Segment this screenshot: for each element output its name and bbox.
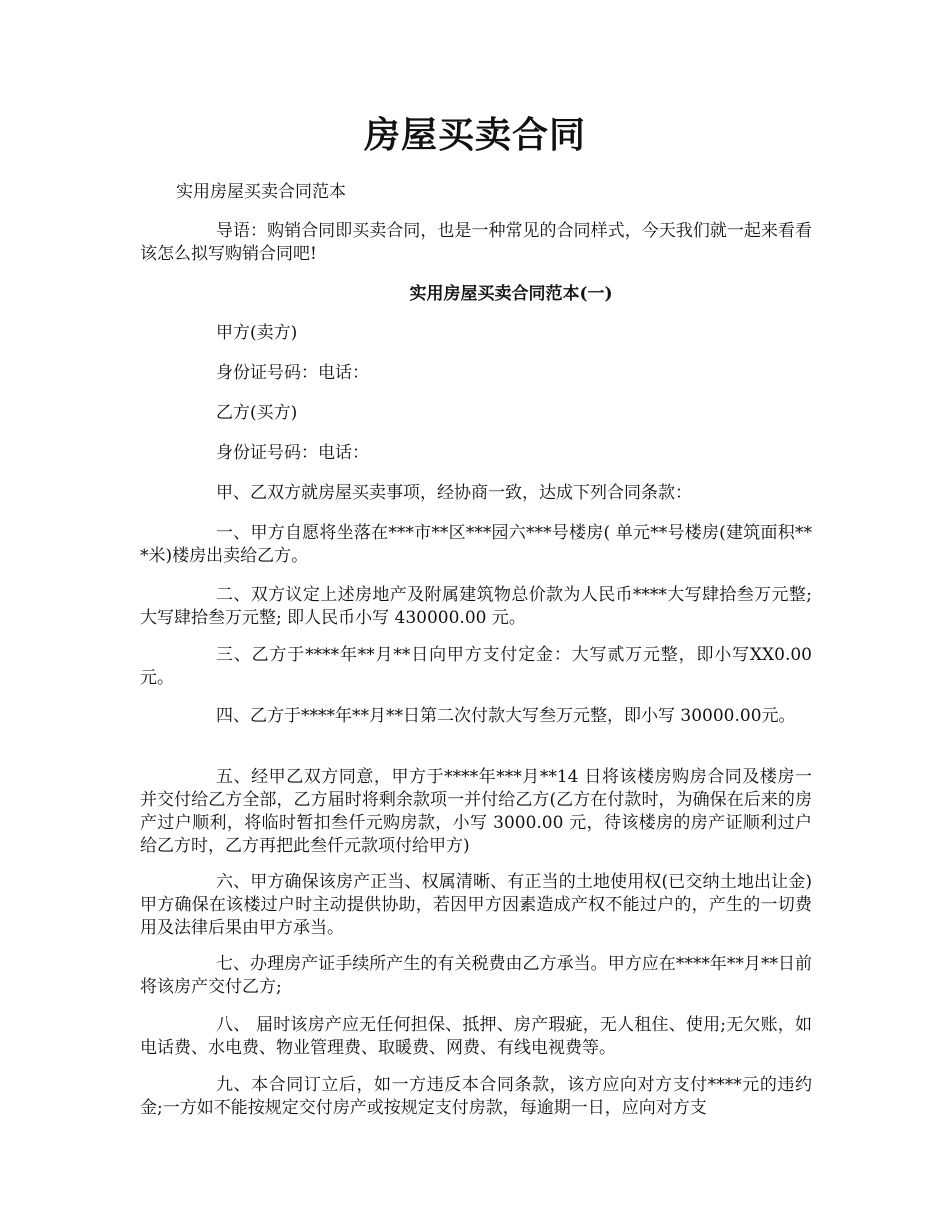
- clause-9: 九、本合同订立后，如一方违反本合同条款，该方应向对方支付****元的违约金;一方如不能按规定交付房产或按规定支付房款，每逾期一日，应向对方支: [140, 1075, 812, 1118]
- preamble: 甲、乙双方就房屋买卖事项，经协商一致，达成下列合同条款：: [216, 483, 692, 503]
- clause-2: 二、双方议定上述房地产及附属建筑物总价款为人民币****大写肆拾叁万元整; 大写肆拾叁万元整; 即人民币小写 430000.00 元。: [140, 585, 812, 628]
- clause-4: 四、乙方于****年**月**日第二次付款大写叁万元整，即小写 30000.00元。: [216, 706, 796, 726]
- clause-3: 三、乙方于****年**月**日向甲方支付定金：大写贰万元整，即小写XX0.00 元。: [140, 645, 812, 688]
- document-subtitle: 实用房屋买卖合同范本: [176, 182, 346, 202]
- clause-8: 八、 届时该房产应无任何担保、抵押、房产瑕疵，无人租住、使用;无欠账，如电话费、水电费、物业管理费、取暖费、网费、有线电视费等。: [140, 1015, 812, 1058]
- clause-5: 五、经甲乙双方同意，甲方于****年***月**14 日将该楼房购房合同及楼房一并交付给乙方全部，乙方届时将剩余款项一并付给乙方(乙方在付款时，为确保在后来的房产过户顺利，将临时暂扣叁仟元购房款，小写 3000.00 元，待该楼房的房产证顺利过户给乙方时，乙方再把此叁仟元款项付给甲方): [140, 767, 812, 856]
- clause-7: 七、办理房产证手续所产生的有关税费由乙方承当。甲方应在****年**月**日前将该房产交付乙方;: [140, 954, 812, 997]
- clause-1: 一、甲方自愿将坐落在***市**区***园六***号楼房( 单元**号楼房(建筑面积***米)楼房出卖给乙方。: [140, 523, 812, 566]
- party-a-contact: 身份证号码：电话：: [216, 363, 369, 383]
- section-heading: 实用房屋买卖合同范本(一): [409, 284, 613, 304]
- party-b-contact: 身份证号码：电话：: [216, 443, 369, 463]
- party-b-label: 乙方(买方): [216, 403, 298, 423]
- party-a-label: 甲方(卖方): [216, 323, 298, 343]
- intro-paragraph: 导语：购销合同即买卖合同，也是一种常见的合同样式，今天我们就一起来看看该怎么拟写购销合同吧!: [140, 221, 812, 264]
- clause-6: 六、甲方确保该房产正当、权属清晰、有正当的土地使用权(已交纳土地出让金)甲方确保在该楼过户时主动提供协助，若因甲方因素造成产权不能过户的，产生的一切费用及法律后果由甲方承当。: [140, 872, 812, 938]
- document-title: 房屋买卖合同: [363, 115, 586, 156]
